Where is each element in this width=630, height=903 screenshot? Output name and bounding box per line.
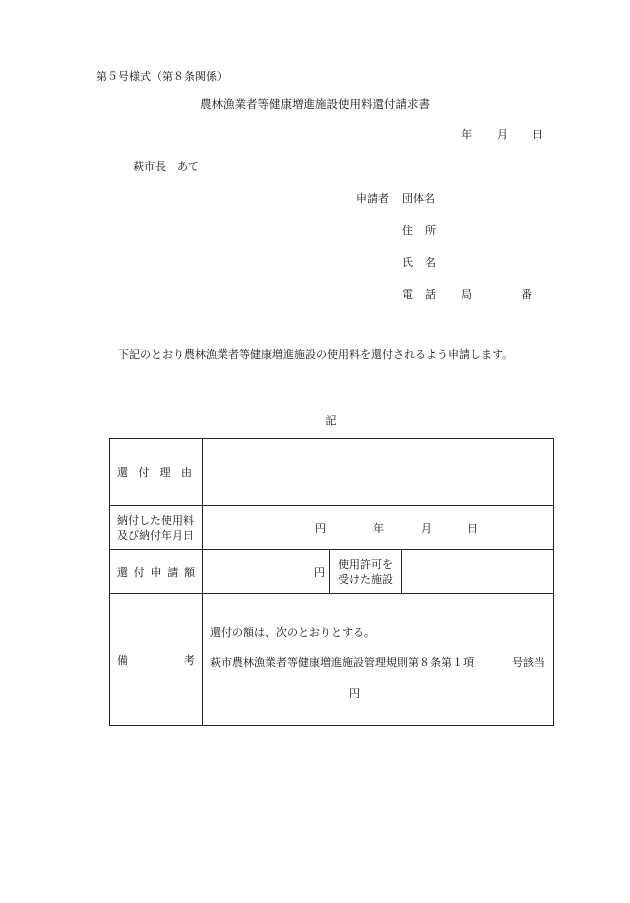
remarks-char: 考 [184, 653, 195, 667]
paid-month-label: 月 [421, 522, 432, 535]
date-month-label: 月 [497, 128, 508, 141]
reason-label-cell [110, 439, 203, 506]
paid-value-cell[interactable] [203, 506, 554, 550]
phone-number-label: 番 [521, 288, 532, 301]
facility-label-cell [330, 550, 402, 594]
remarks-line2a: 萩市農林漁業者等健康増進施設管理規則第８条第１項 [210, 656, 474, 669]
remarks-value-cell[interactable] [203, 594, 554, 726]
name-label-2: 名 [425, 256, 436, 269]
request-char: 申 [150, 565, 162, 579]
phone-label-1: 電 [402, 288, 413, 301]
reason-char: 付 [138, 466, 150, 479]
document-title: 農林漁業者等健康増進施設使用料還付請求書 [200, 97, 430, 111]
facility-label-line2: 受けた施設 [338, 572, 393, 586]
org-name-label: 団体名 [402, 192, 435, 205]
reason-char: 由 [180, 466, 192, 479]
applicant-heading: 申請者 [356, 192, 389, 205]
request-label-cell [110, 550, 203, 594]
form-number: 第５号様式（第８条関係） [96, 70, 228, 83]
remarks-row [110, 594, 554, 726]
request-row [110, 550, 554, 594]
address-label-1: 住 [402, 224, 413, 237]
date-day-label: 日 [532, 128, 543, 141]
date-year-label: 年 [461, 128, 472, 141]
request-statement: 下記のとおり農林漁業者等健康増進施設の使用料を還付されるよう申請します。 [118, 348, 514, 361]
phone-label-2: 話 [425, 288, 436, 301]
facility-value-cell[interactable] [402, 550, 554, 594]
paid-row [110, 506, 554, 550]
paid-yen-label: 円 [315, 522, 326, 535]
request-amount-cell[interactable] [203, 550, 330, 594]
paid-year-label: 年 [373, 522, 384, 535]
name-label-1: 氏 [402, 256, 413, 269]
reason-value-cell[interactable] [203, 439, 554, 506]
request-char: 請 [167, 565, 179, 579]
paid-label-cell [110, 506, 203, 550]
phone-exchange-label: 局 [461, 288, 472, 301]
request-yen-label: 円 [314, 566, 325, 579]
remarks-line1: 還付の額は、次のとおりとする。 [210, 626, 375, 639]
remarks-yen-label: 円 [349, 687, 360, 700]
remarks-line2b: 号該当 [512, 656, 545, 669]
request-char: 還 [117, 565, 128, 579]
paid-label-line2: 及び納付年月日 [117, 528, 194, 542]
ki-heading: 記 [325, 414, 337, 427]
request-char: 付 [133, 565, 145, 579]
refund-table [109, 438, 554, 726]
facility-label-line1: 使用許可を [338, 557, 393, 571]
paid-label-line1: 納付した使用料 [117, 513, 194, 527]
remarks-char: 備 [117, 653, 128, 667]
reason-char: 還 [117, 466, 128, 479]
remarks-label-cell [110, 594, 203, 726]
request-char: 額 [184, 565, 195, 579]
paid-day-label: 日 [467, 522, 478, 535]
addressee: 萩市長 あて [133, 160, 199, 173]
reason-row [110, 439, 554, 506]
address-label-2: 所 [425, 224, 436, 237]
reason-char: 理 [159, 466, 171, 479]
